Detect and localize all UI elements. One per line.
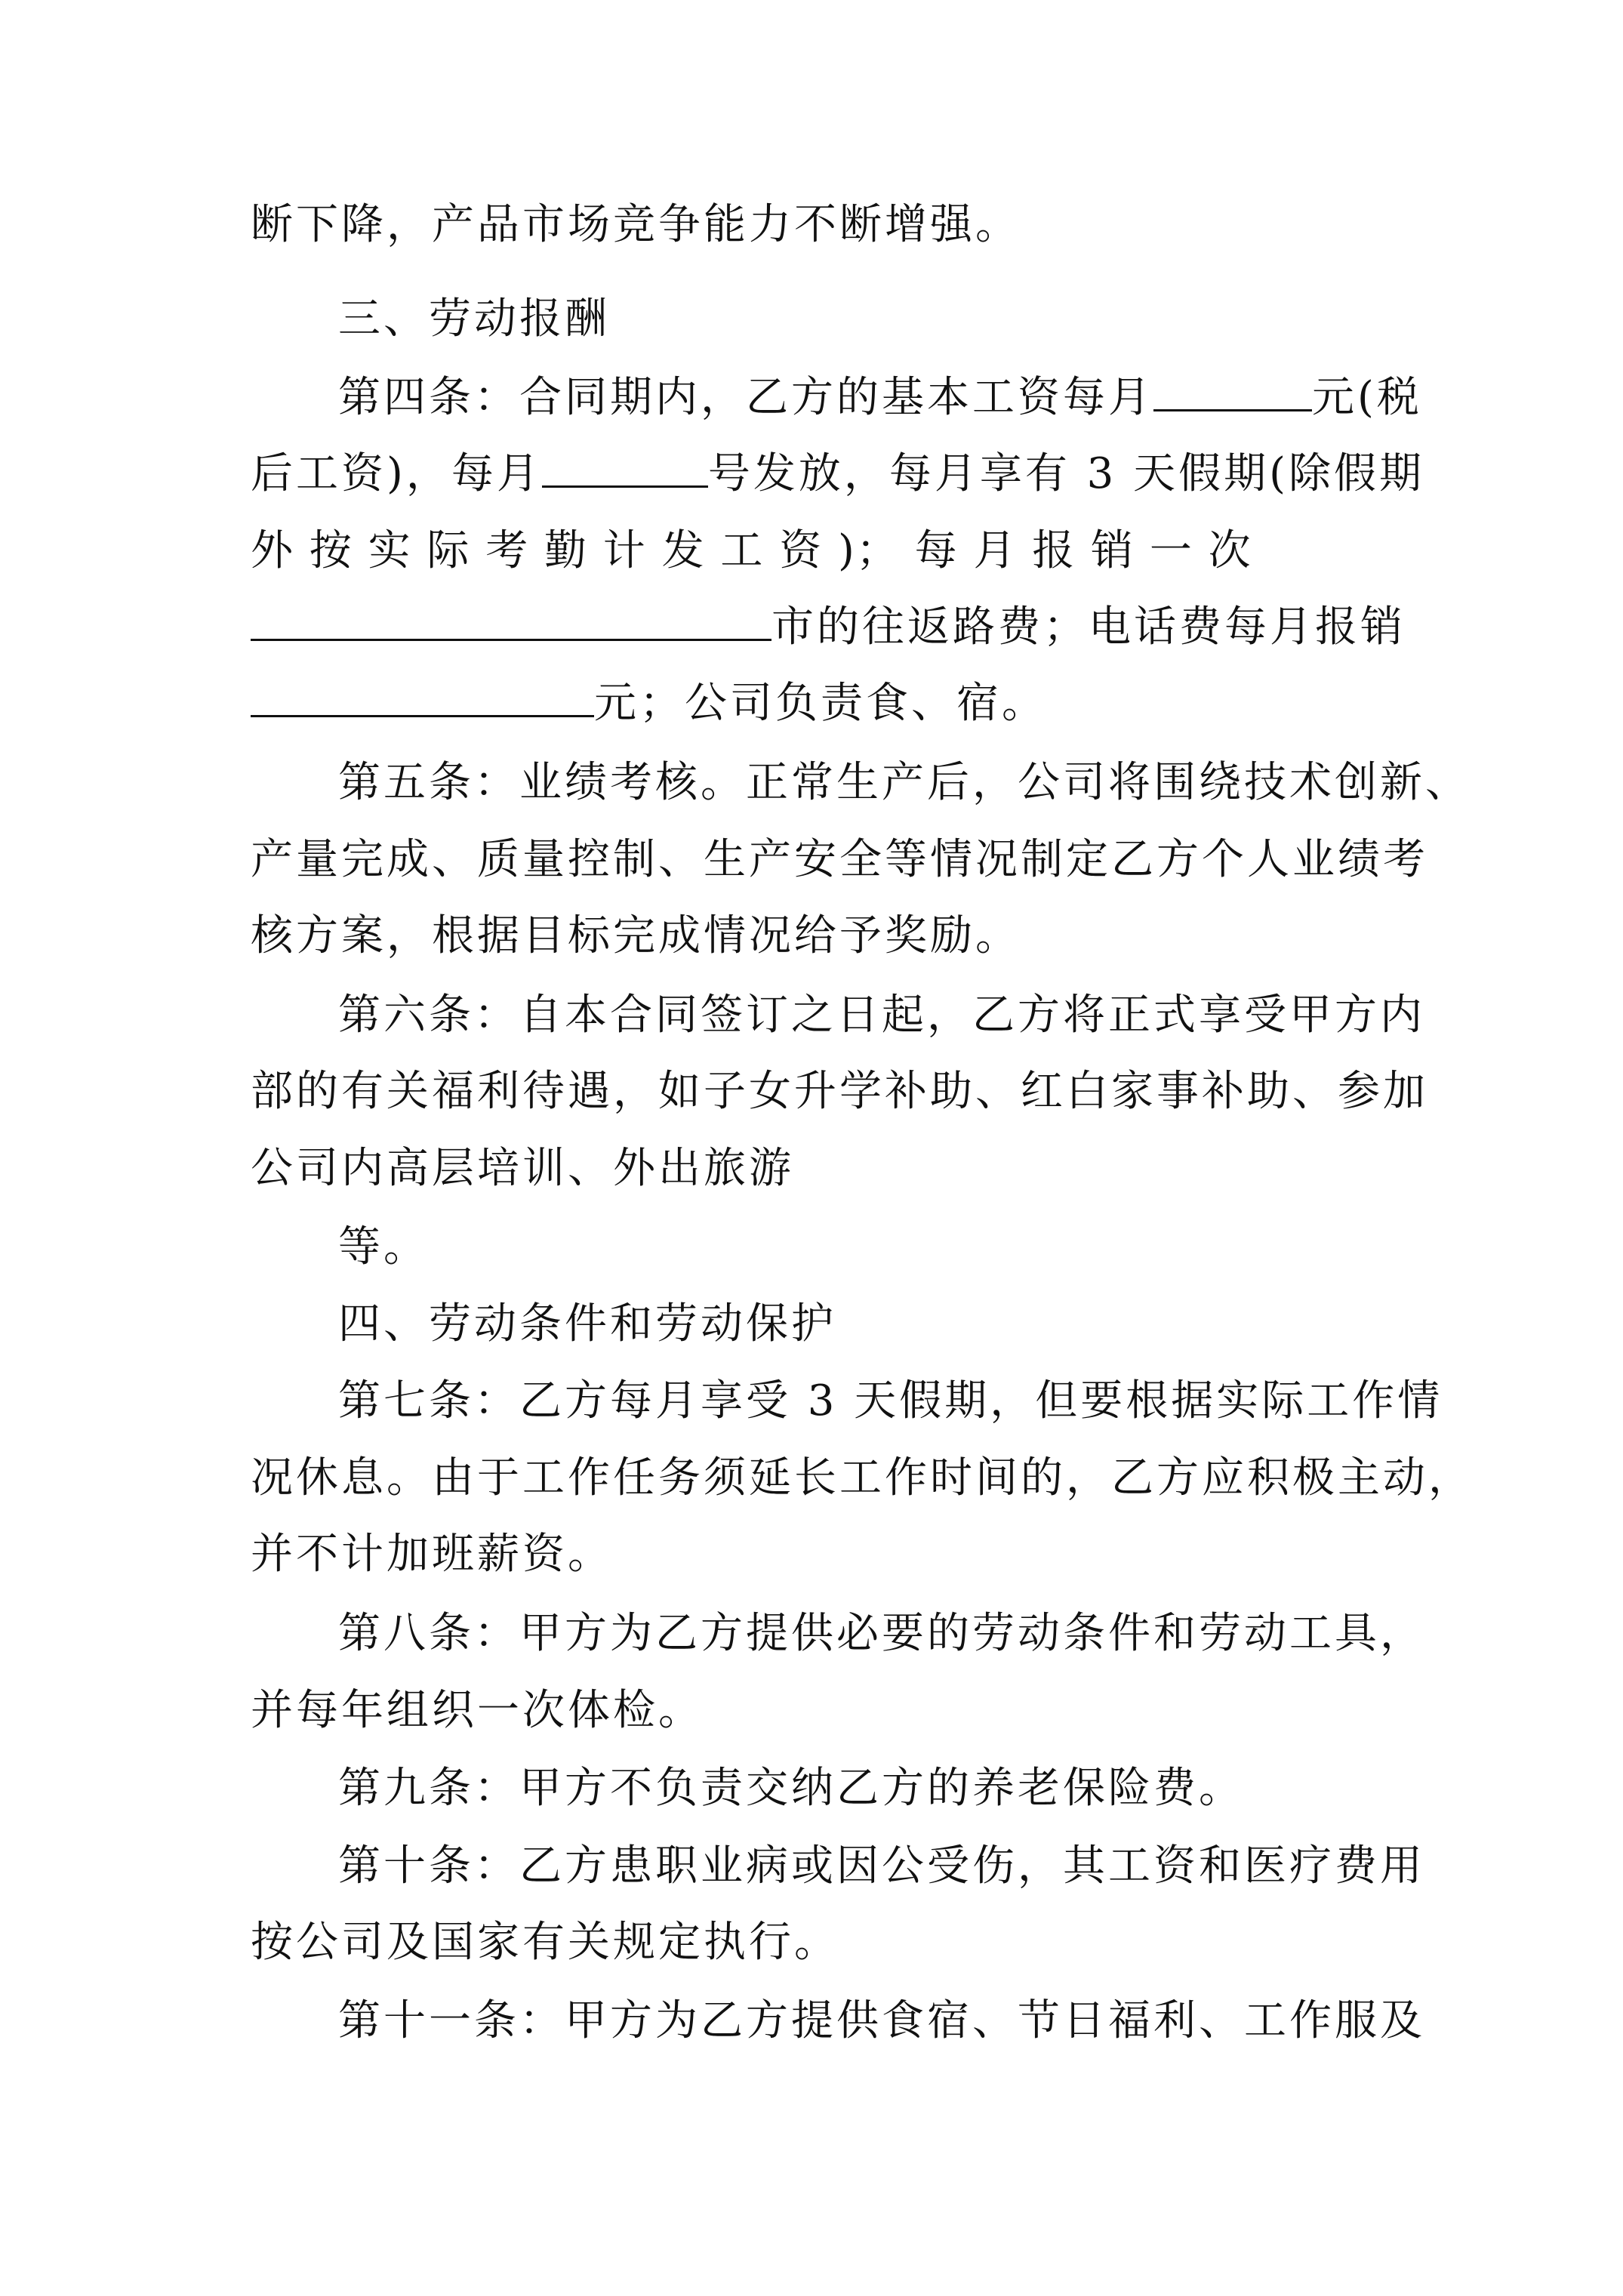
text-span: 后工资)，每月 <box>251 449 542 498</box>
text-span: 况休息。由于工作任务须延长工作时间的，乙方应积极主动， <box>251 1453 1474 1502</box>
text-span: 等。 <box>338 1222 429 1271</box>
section-heading-4 <box>338 1283 1380 1366</box>
article-5-line-1 <box>338 741 1471 824</box>
article-11-line-1 <box>338 1980 1425 2063</box>
text-span: 第九条：甲方不负责交纳乙方的养老保险费。 <box>338 1764 1244 1813</box>
text-span: 四、劳动条件和劳动保护 <box>338 1299 836 1348</box>
blank-phone <box>251 670 594 717</box>
text-line <box>251 183 1380 267</box>
text-span: 公司内高层培训、外出旅游 <box>251 1144 794 1193</box>
blank-payday <box>542 440 708 488</box>
text-span: 并每年组织一次体检。 <box>251 1686 704 1735</box>
section-heading-3 <box>338 278 1380 361</box>
text-span: 并不计加班薪资。 <box>251 1530 613 1579</box>
article-4-line-5 <box>251 662 1380 745</box>
text-span: 部的有关福利待遇，如子女升学补助、红白家事补助、参加 <box>251 1067 1428 1116</box>
article-8-line-2 <box>251 1669 1380 1752</box>
text-span: 第八条：甲方为乙方提供必要的劳动条件和劳动工具， <box>338 1609 1425 1658</box>
article-5-line-3 <box>251 895 1380 978</box>
text-span: 按公司及国家有关规定执行。 <box>251 1918 839 1967</box>
article-5-line-2 <box>251 818 1428 901</box>
text-span: 第五条：业绩考核。正常生产后，公司将围绕技术创新、 <box>338 758 1471 807</box>
article-7-line-2 <box>251 1437 1474 1520</box>
text-span: 第四条：合同期内，乙方的基本工资每月 <box>338 373 1153 422</box>
text-span: 断下降，产品市场竞争能力不断增强。 <box>251 200 1021 249</box>
article-4-line-4 <box>251 586 1406 669</box>
article-7-line-3 <box>251 1513 1380 1596</box>
article-6-line-4 <box>338 1206 1380 1289</box>
article-6-line-2 <box>251 1050 1428 1133</box>
article-10-line-2 <box>251 1901 1380 1984</box>
blank-salary <box>1153 364 1312 411</box>
text-span: 第七条：乙方每月享受 3 天假期，但要根据实际工作情 <box>338 1376 1443 1425</box>
text-span: 外 按 实 际 考 勤 计 发 工 资 )； 每 月 报 销 一 次 <box>251 526 1252 575</box>
article-4-line-1 <box>338 356 1422 439</box>
article-4-line-3 <box>251 510 1380 593</box>
article-4-line-2 <box>251 433 1424 516</box>
text-span: 元(税 <box>1312 373 1422 422</box>
article-7-line-1 <box>338 1360 1443 1443</box>
text-span: 三、劳动报酬 <box>338 294 610 344</box>
article-6-line-1 <box>338 974 1425 1057</box>
article-9-line-1 <box>338 1747 1380 1830</box>
text-span: 第十一条：甲方为乙方提供食宿、节日福利、工作服及 <box>338 1996 1425 2045</box>
text-span: 号发放，每月享有 3 天假期(除假期 <box>707 449 1424 498</box>
text-span: 市的往返路费；电话费每月报销 <box>771 603 1406 652</box>
article-6-line-3 <box>251 1127 1380 1210</box>
article-8-line-1 <box>338 1592 1425 1675</box>
text-span: 产量完成、质量控制、生产安全等情况制定乙方个人业绩考 <box>251 835 1428 884</box>
text-span: 第十条：乙方患职业病或因公受伤，其工资和医疗费用 <box>338 1841 1425 1891</box>
text-span: 第六条：自本合同签订之日起，乙方将正式享受甲方内 <box>338 991 1425 1040</box>
text-span: 核方案，根据目标完成情况给予奖励。 <box>251 911 1021 960</box>
article-10-line-1 <box>338 1825 1425 1908</box>
blank-city <box>251 593 771 641</box>
text-span: 元；公司负责食、宿。 <box>594 679 1047 728</box>
